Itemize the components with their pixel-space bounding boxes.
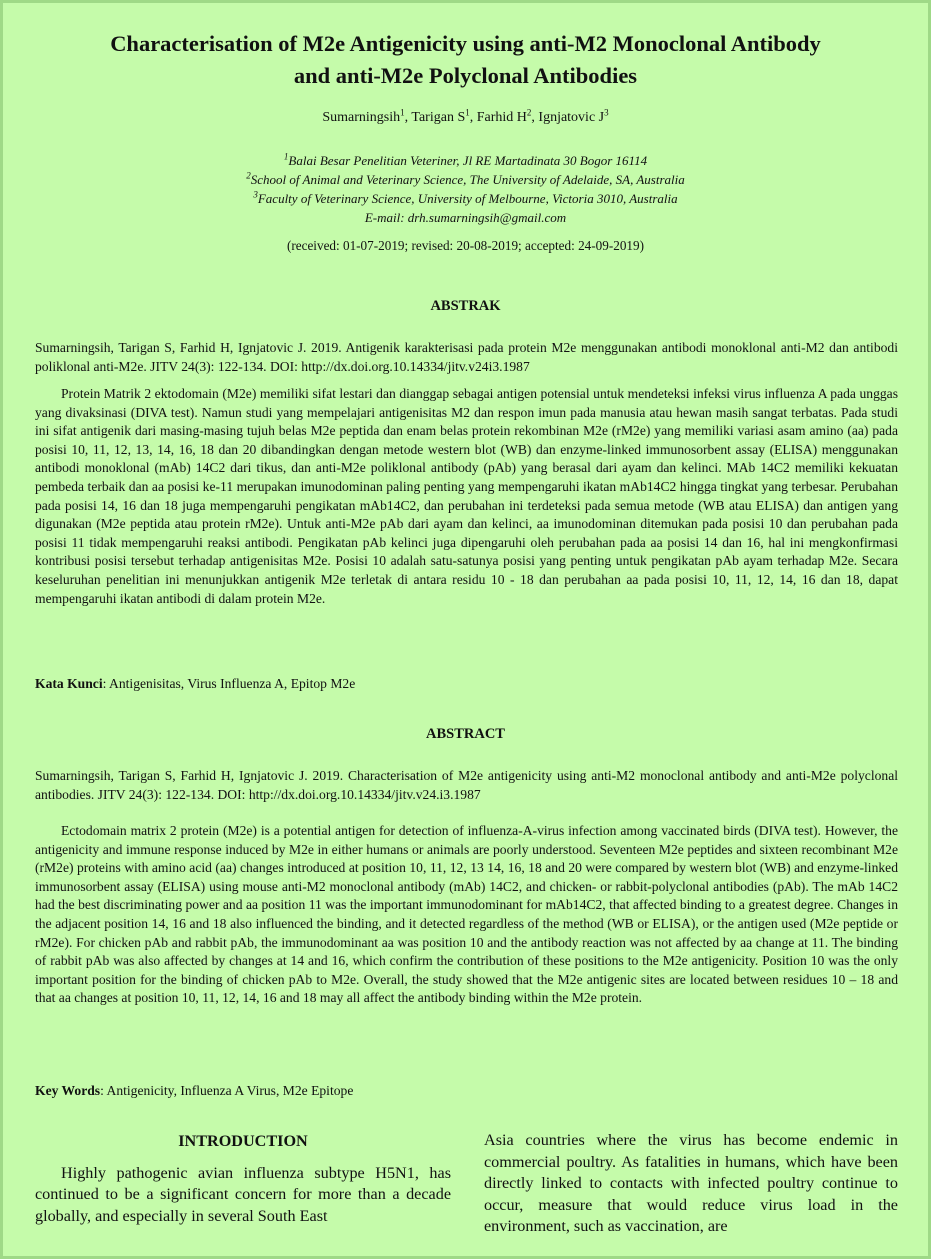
kata-kunci: Kata Kunci: Antigenisitas, Virus Influenza A, Epitop M2e [35, 676, 356, 691]
key-words: Key Words: Antigenicity, Influenza A Virus, M2e Epitope [35, 1083, 354, 1098]
introduction-heading: INTRODUCTION [178, 1132, 308, 1150]
intro-left-text: Highly pathogenic avian influenza subtype H5N1, has continued to be a significant concern for more than a decade globally, and especially in several South East [35, 1163, 451, 1225]
affiliations [0, 151, 931, 227]
title-line-1: Characterisation of M2e Antigenicity using anti-M2 Monoclonal Antibody [110, 31, 821, 56]
author: Tarigan $S^1$, [411, 107, 477, 125]
affiliation-2: $^2$School of Animal and Veterinary Science, The University of Adelaide, SA, Australia [246, 170, 685, 187]
abstract-body: Ectodomain matrix 2 protein (M2e) is a potential antigen for detection of influenza-A-virus infection among vaccinated birds (DIVA test). However, the antigenicity and immune response induced by M2e in either humans or animals are poorly understood. Seventeen M2e peptides and sixteen recombinant M2e (rM2e) proteins with amino acid (aa) changes introduced at position 10, 11, 12, 13 14, 16, 18 and 20 were compared by western blot (WB) and enzyme-linked immunosorbent assay (ELISA) using mouse anti-M2 monoclonal antibody (mAb) 14C2, and chicken- or rabbit-polyclonal antibodies (pAb). The mAb 14C2 had the best discriminating power and aa position 11 was the important immunodominant for mAb14C2, that affected binding to a greatest degree. Changes in the adjacent position 14, 16 and 18 also influenced the binding, and it detected regardless of the method (WB or ELISA), or the antigen used (M2e peptide or rM2e). For chicken pAb and rabbit pAb, the immunodominant aa was position 10 and the antibody reaction was not affected by aa change at 11. The binding of rabbit pAb was also affected by changes at 14 and 16, which confirm the contribution of these positions to the M2e antigenicity. Position 10 was the only important position for the binding of chicken pAb to M2e. Overall, the study showed that the M2e antigenic sites are located between residues 10 – 18 and that aa changes at position 10, 11, 12, 14, 16 and 18 may all affect the antibody binding within the M2e protein. [35, 823, 898, 1006]
author: Ignjatovic $J^3$ [538, 107, 609, 125]
affiliation-3: $^3$Faculty of Veterinary Science, University of Melbourne, Victoria 3010, Australia [253, 189, 678, 206]
abstrak-body: Protein Matrik 2 ektodomain (M2e) memiliki sifat lestari dan dianggap sebagai antigen potensial untuk mendeteksi infeksi virus influenza A pada unggas yang divaksinasi (DIVA test). Namun studi yang mempelajari antigenisitas M2 dan respon imun pada manusia atau hewan masih sangat terbatas. Pada studi ini sifat antigenik dari masing-masing tujuh belas M2e peptida dan enam belas protein rekombinan M2e (rM2e) yang memiliki variasi asam amino (aa) pada posisi 10, 11, 12, 13, 14, 16, 18 dan 20 dibandingkan dengan metode western blot (WB) dan enzyme-linked immunosorbent assay (ELISA) menggunakan antibodi monoklonal (mAb) 14C2 dari tikus, dan anti-M2e poliklonal antibody (pAb) yang berasal dari ayam dan kelinci. MAb 14C2 memiliki kekuatan pembeda terbaik dan aa posisi ke-11 merupakan imunodominan paling penting yang mempengaruhi ikatan mAb14C2 hingga tingkat yang terbesar. Perubahan pada posisi 14, 16 dan 18 juga mempengaruhi pengikatan mAb14C2, dan perubahan ini terdeteksi pada semua metode (WB atau ELISA) dan antigen yang digunakan (M2e peptida atau protein rM2e). Untuk anti-M2e pAb dari ayam dan kelinci, aa imunodominan ditemukan pada posisi 10 dan perubahan pada posisi 11 tidak mempengaruhi reaksi antibodi. Pengikatan pAb kelinci juga dipengaruhi oleh perubahan pada aa posisi 14 dan 16, hal ini mengkonfirmasi kontribusi posisi tersebut terhadap antigenisitas M2e. Posisi 10 adalah satu-satunya posisi yang penting untuk pengikatan pAb ayam terhadap M2e. Secara keseluruhan penelitian ini menunjukkan antigenik M2e terletak di antara residu 10 - 18 dan perubahan aa pada posisi 10, 11, 12, 14, 16 dan 18, dapat mempengaruhi ikatan antibodi di dalam protein M2e. [35, 386, 898, 606]
affiliation-1: $^1$Balai Besar Penelitian Veteriner, Jl RE Martadinata 30 Bogor 16114 [283, 151, 648, 168]
abstract-heading: ABSTRACT [426, 726, 505, 742]
abstrak-heading: ABSTRAK [430, 298, 501, 314]
title-line-2: and anti-M2e Polyclonal Antibodies [293, 63, 638, 88]
author: Farhid $H^2$, [476, 107, 539, 125]
email: E-mail: drh.sumarningsih@gmail.com [364, 210, 567, 225]
paper-title [40, 28, 891, 92]
author-list [0, 107, 931, 126]
abstrak-citation: Sumarningsih, Tarigan S, Farhid H, Ignjatovic J. 2019. Antigenik karakterisasi pada protein M2e menggunakan antibodi monoklonal anti-M2 dan antibodi poliklonal anti-M2e. JITV 24(3): 122-134. DOI: http://dx.doi.org.10.14334/jitv.v24i3.1987 [35, 340, 898, 374]
author: Sumarningsih$^1$, [322, 107, 412, 125]
abstract-citation: Sumarningsih, Tarigan S, Farhid H, Ignjatovic J. 2019. Characterisation of M2e antigenicity using anti-M2 monoclonal antibody and anti-M2e polyclonal antibodies. JITV 24(3): 122-134. DOI: http://dx.doi.org.10.14334/jitv.v24.i3.1987 [35, 768, 898, 802]
received-dates: (received: 01-07-2019; revised: 20-08-2019; accepted: 24-09-2019) [286, 238, 645, 253]
intro-right-column [484, 1130, 898, 1238]
intro-left-column [35, 1126, 451, 1227]
intro-right-text: Asia countries where the virus has become endemic in commercial poultry. As fatalities in humans, which have been directly linked to contacts with infected poultry continue to occur, measure that would reduce virus load in the environment, such as vaccination, are [484, 1131, 898, 1235]
